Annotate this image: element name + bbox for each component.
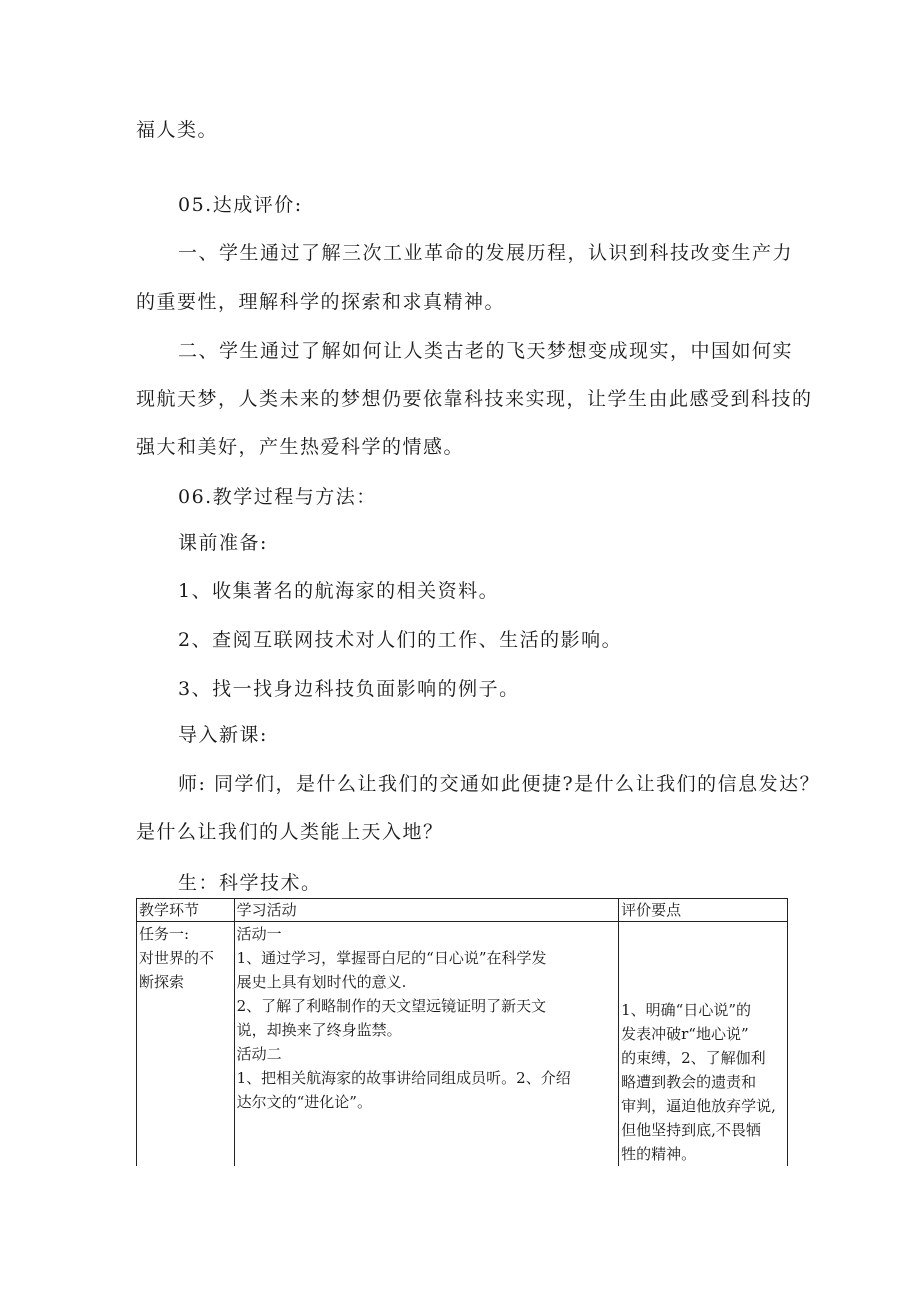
header-evaluation: 评价要点 xyxy=(619,899,788,922)
paragraph-line: 生：科学技术。 xyxy=(178,872,322,894)
subheading-preparation: 课前准备: xyxy=(178,532,268,554)
cell-text: 任务一: xyxy=(139,925,190,943)
lesson-table xyxy=(136,898,788,1166)
paragraph-line: 是什么让我们的人类能上天入地？ xyxy=(136,821,444,843)
cell-activity xyxy=(234,922,618,1167)
cell-evaluation xyxy=(619,922,788,1167)
cell-text: 1、通过学习，掌握哥白尼的“日心说”在科学发 xyxy=(236,949,547,967)
cell-text: 1、把相关航海家的故事讲给同组成员听。2、介绍 xyxy=(236,1069,571,1087)
cell-text: 1、明确“日心说”的 xyxy=(621,1001,752,1019)
paragraph-continuation: 福人类。 xyxy=(136,119,219,141)
list-item: 1、收集著名的航海家的相关资料。 xyxy=(178,580,500,602)
cell-text: 审判，逼迫他放弃学说, xyxy=(621,1097,776,1115)
list-item: 2、查阅互联网技术对人们的工作、生活的影响。 xyxy=(178,629,623,651)
cell-text: 活动二 xyxy=(236,1045,282,1063)
cell-text: 发表冲破r“地心说” xyxy=(621,1025,749,1043)
cell-text: 但他坚持到底,不畏牺 xyxy=(621,1121,761,1139)
cell-text: 的束缚，2、了解伽利 xyxy=(621,1049,766,1067)
header-stage: 教学环节 xyxy=(137,899,235,922)
cell-text: 断探索 xyxy=(139,973,185,991)
table-row xyxy=(137,922,788,1167)
paragraph-line: 现航天梦，人类未来的梦想仍要依靠科技来实现，让学生由此感受到科技的 xyxy=(136,388,813,410)
section-heading-06: 06.教学过程与方法： xyxy=(178,486,377,508)
cell-text: 达尔文的“进化论”。 xyxy=(236,1093,372,1111)
cell-text: 2、了解了利略制作的天文望远镜证明了新天文 xyxy=(236,997,547,1015)
cell-text: 对世界的不 xyxy=(139,949,215,967)
cell-stage xyxy=(137,922,235,1167)
list-item: 3、找一找身边科技负面影响的例子。 xyxy=(178,678,520,700)
cell-text: 活动一 xyxy=(236,925,282,943)
cell-text: 展史上具有划时代的意义. xyxy=(236,973,407,991)
paragraph-line: 的重要性，理解科学的探索和求真精神。 xyxy=(136,291,506,313)
cell-text: 略遭到教会的遗责和 xyxy=(621,1073,757,1091)
header-activity: 学习活动 xyxy=(234,899,618,922)
cell-text: 说，却换来了终身监禁。 xyxy=(236,1021,402,1039)
section-heading-05: 05.达成评价: xyxy=(178,194,303,216)
paragraph-line: 一、学生通过了解三次工业革命的发展历程，认识到科技改变生产力 xyxy=(178,242,794,264)
paragraph-line: 二、学生通过了解如何让人类古老的飞天梦想变成现实，中国如何实 xyxy=(178,340,794,362)
subheading-intro: 导入新课: xyxy=(178,724,268,746)
paragraph-line: 强大和美好，产生热爱科学的情感。 xyxy=(136,436,465,458)
paragraph-line: 师: 同学们，是什么让我们的交通如此便捷?是什么让我们的信息发达？ xyxy=(178,773,821,795)
cell-text: 牲的精神。 xyxy=(621,1145,697,1163)
table-header-row xyxy=(137,899,788,922)
